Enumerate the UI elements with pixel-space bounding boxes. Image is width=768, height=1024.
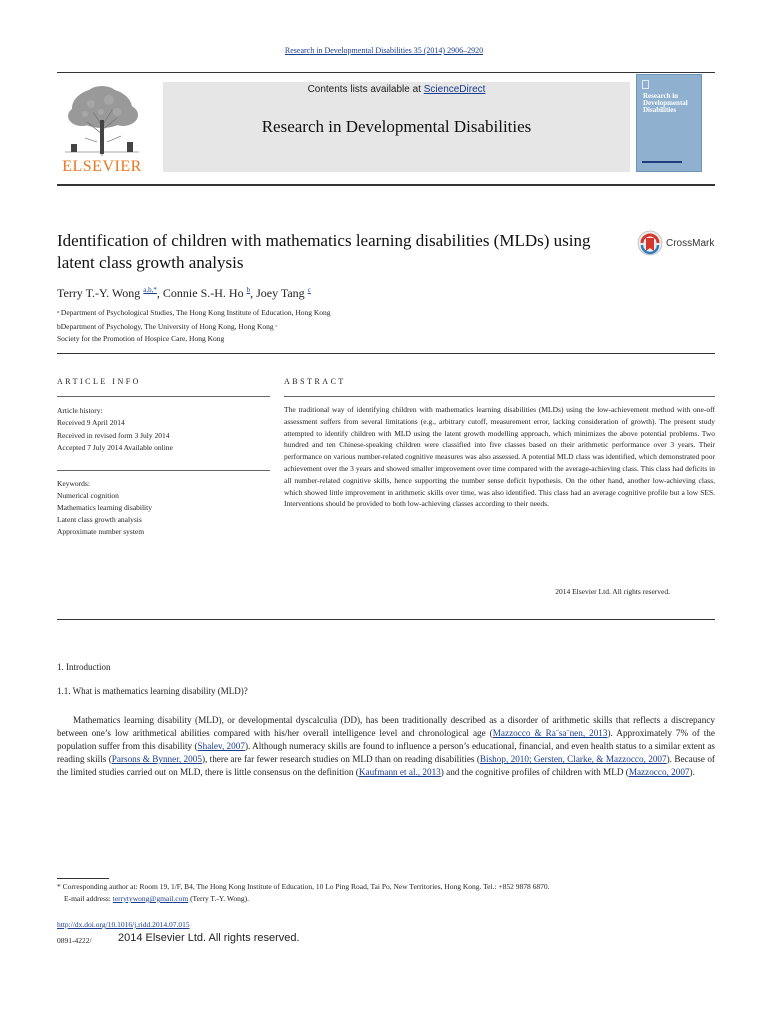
keyword-item: Mathematics learning disability	[57, 503, 152, 512]
author-affiliation-marker[interactable]: b	[246, 286, 251, 294]
paragraph-text: ) and the cognitive profiles of children with MLD (	[440, 767, 629, 777]
paragraph-text: ). Approximately 7% of the population suffer from this disability (	[57, 728, 715, 751]
history-item: Received in revised form 3 July 2014	[57, 431, 170, 440]
paragraph-text: Mathematics learning disability (MLD), or developmental dyscalculia (DD), has been traditionally described as a disorder of arithmetic skills that reflects a discrepancy between one’s low arithmetical abilities compared with his/her overall intelligence level and chronological age (	[57, 715, 715, 738]
header-top-rule	[57, 72, 715, 73]
sciencedirect-link[interactable]: ScienceDirect	[423, 84, 486, 95]
crossmark-label: CrossMark	[666, 237, 715, 249]
author-name: Connie S.-H. Ho	[162, 286, 247, 300]
paragraph-text: ). Although numeracy skills are found to influence a person’s educational, financial, and even health status to a similar extent as reading skills (	[57, 741, 715, 764]
citation-link[interactable]: Shalev, 2007	[197, 741, 245, 751]
abstract-bottom-rule	[57, 619, 715, 620]
author-separator: ,	[156, 286, 163, 300]
issn: 0891-4222/	[57, 936, 92, 945]
citation-link[interactable]: Parsons & Bynner, 2005	[111, 754, 202, 764]
abstract-text: The traditional way of identifying children with mathematics learning disabilities (MLDs) using the low-achievement method with one-off assessment suffers from several limitations (e.g., arbitrary cutoff, measurement error, lacking consideration of growth). The present study attempted to identify children with MLD using the latent growth modelling approach, which minimizes the above potential problems. Two hundred and ten Chinese-speaking children were classified into five classes based on their arithmetic performance over 3 years. Their performance on various number-related cognitive measures was also assessed. A potential MLD class was identified, which demonstrated poor achievement over the 3 years and showed smaller improvement over time compared with the average-achieving class. This class had deficits in all number-related cognitive skills, hence supporting the number sense deficit hypothesis. On the other hand, another low-achieving class, which showed little improvement in arithmetic skills over time, was also identified. This class had an average cognitive profile but a low SES. Interventions should be provided to both low-achieving classes according to their needs.	[284, 405, 715, 509]
journal-title: Research in Developmental Disabilities	[261, 117, 532, 136]
keyword-item: Numerical cognition	[57, 491, 119, 500]
article-info-heading: ARTICLE INFO	[57, 377, 141, 386]
elsevier-wordmark: ELSEVIER	[62, 158, 142, 175]
crossmark-badge[interactable]	[637, 228, 719, 258]
contents-available-line	[163, 84, 630, 95]
article-info-rule	[57, 396, 270, 397]
cover-emblem-icon	[642, 80, 649, 89]
author-separator: ,	[250, 286, 257, 300]
contents-prefix: Contents lists available at	[307, 84, 424, 95]
citation-link[interactable]: Kaufmann et al., 2013	[358, 767, 441, 777]
affiliation-line: ᵃ Department of Psychological Studies, The Hong Kong Institute of Education, Hong Kong	[57, 308, 331, 317]
subsection-heading: 1.1. What is mathematics learning disability (MLD)?	[57, 686, 248, 696]
cover-title: Research in Developmental Disabilities	[643, 92, 688, 114]
title-bottom-rule	[57, 353, 715, 354]
introduction-paragraph	[57, 714, 715, 779]
citation-link[interactable]: Bishop, 2010; Gersten, Clarke, & Mazzocco, 2007	[479, 754, 667, 764]
journal-cover-thumbnail[interactable]	[636, 74, 702, 172]
history-item: Accepted 7 July 2014 Available online	[57, 443, 173, 452]
author-affiliation-marker[interactable]: a,b,*	[143, 286, 157, 294]
email-suffix: (Terry T.-Y. Wong).	[188, 894, 249, 903]
article-history-label: Article history:	[57, 406, 103, 415]
journal-reference-link[interactable]: Research in Developmental Disabilities 35 (2014) 2906–2920	[284, 46, 484, 55]
paragraph-text: ).	[689, 767, 695, 777]
email-footnote	[64, 894, 249, 903]
section-heading-introduction: 1. Introduction	[57, 662, 111, 672]
keyword-item: Approximate number system	[57, 527, 145, 536]
affiliation-line: bDepartment of Psychology, The University of Hong Kong, Hong Kong ᶜ	[57, 322, 278, 331]
keyword-item: Latent class growth analysis	[57, 515, 142, 524]
abstract-rule	[284, 396, 715, 397]
author-list	[57, 286, 311, 301]
citation-link[interactable]: Mazzocco & Ra¨sa¨nen, 2013	[492, 728, 608, 738]
abstract-copyright: 2014 Elsevier Ltd. All rights reserved.	[555, 587, 670, 596]
corresponding-author-footnote: * Corresponding author at: Room 19, 1/F, B4, The Hong Kong Institute of Education, 10 Lo Ping Road, Tai Po, New Territories, Hong Kong. Tel.: +852 9878 6870.	[57, 882, 550, 891]
paper-title: Identification of children with mathematics learning disabilities (MLDs) using latent class growth analysis	[57, 231, 591, 272]
doi-link[interactable]: http://dx.doi.org/10.1016/j.ridd.2014.07.015	[57, 920, 190, 929]
footnote-rule	[57, 878, 109, 879]
footer-copyright: 2014 Elsevier Ltd. All rights reserved.	[118, 932, 300, 944]
history-item: Received 9 April 2014	[57, 418, 125, 427]
paragraph-text: ). Because of the limited studies carried out on MLD, there is little consensus on the definition (	[57, 754, 715, 777]
author-name: Joey Tang	[256, 286, 308, 300]
keywords-label: Keywords:	[57, 479, 90, 488]
citation-link[interactable]: Mazzocco, 2007	[628, 767, 690, 777]
email-link[interactable]: terrytywong@gmail.com	[112, 894, 189, 903]
header-bottom-rule	[57, 184, 715, 186]
affiliation-line: Society for the Promotion of Hospice Care, Hong Kong	[57, 334, 225, 343]
author-name: Terry T.-Y. Wong	[57, 286, 144, 300]
abstract-heading: ABSTRACT	[284, 377, 346, 386]
crossmark-icon	[637, 230, 663, 256]
cover-divider	[642, 161, 682, 163]
email-label: E-mail address:	[64, 894, 113, 903]
paragraph-text: ), there are far fewer research studies on MLD than on reading disabilities (	[201, 754, 480, 764]
keywords-rule	[57, 470, 270, 471]
author-affiliation-marker[interactable]: c	[307, 286, 311, 294]
